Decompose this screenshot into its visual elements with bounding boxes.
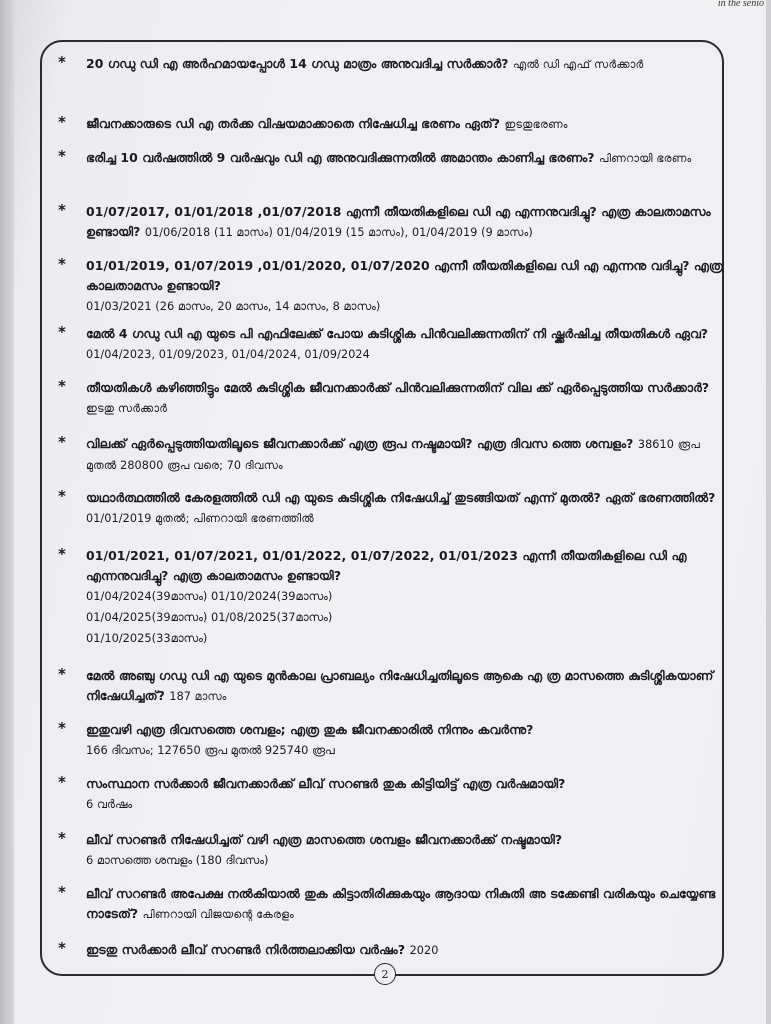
answer: 38610 രൂപ മുതൽ 280800 രൂപ വരെ; 70 ദിവസം: [86, 438, 701, 472]
bullet: *: [58, 545, 66, 563]
page-edge: [0, 0, 14, 1024]
bullet: *: [58, 487, 66, 505]
answer: 01/04/2023, 01/09/2023, 01/04/2024, 01/09/2024: [86, 348, 370, 361]
answer: ഇടതുഭരണം: [504, 118, 568, 131]
bullet: *: [58, 665, 66, 683]
question: ഭരിച്ച 10 വർഷത്തിൽ 9 വർഷവും ഡി എ അനുവദിക്കുന്നതിൽ അമാന്തം കാണിച്ച ഭരണം? പിണറായി ഭരണം: [86, 150, 692, 165]
qa-item-15: [52, 884, 726, 925]
answer: എൽ ഡി എഫ് സർക്കാർ: [512, 58, 644, 71]
qa-item-3: [52, 148, 726, 169]
question: ലീവ് സറണ്ടർ അപേക്ഷ നൽകിയാൽ തുക കിട്ടാതിരിക്കുകയും ആദായ നികുതി അ ടക്കേണ്ടി വരികയും ചെയ്യേണ്ട നാടേത്? പിണറായി വിജയന്റെ കേരളം: [86, 886, 716, 921]
qa-item-10: [52, 546, 726, 649]
bullet: *: [58, 113, 66, 131]
answer: 6 മാസത്തെ ശമ്പളം (180 ദിവസം): [86, 853, 269, 867]
bullet: *: [58, 53, 66, 71]
qa-item-7: [52, 378, 726, 419]
bullet: *: [58, 201, 66, 219]
question: തീയതികൾ കഴിഞ്ഞിട്ടും മേൽ കുടിശ്ശിക ജീവനക്കാർക്ക് പിൻവലിക്കുന്നതിന് വില ക്ക് ഏർപ്പെടുത്തിയ സർക്കാർ? ഇടതു സർക്കാർ: [86, 380, 710, 415]
bullet: *: [58, 433, 66, 451]
answer: 166 ദിവസം; 127650 രൂപ മുതൽ 925740 രൂപ: [86, 743, 335, 757]
question: യഥാർത്ഥത്തിൽ കേരളത്തിൽ ഡി എ യുടെ കുടിശ്ശിക നിഷേധിച്ച് തുടങ്ങിയത് എന്ന് മുതൽ? ഏത് ഭരണത്തിൽ? 01/01/2019 മുതൽ; പിണറായി ഭരണത്തിൽ: [86, 490, 716, 525]
question: 01/07/2017, 01/01/2018 ,01/07/2018 എന്നീ തീയതികളിലെ ഡി എ എന്നനുവദിച്ചു? എത്ര കാലതാമസം ഉണ്ടായി? 01/06/2018 (11 മാസം) 01/04/2019 (15 മാസം), 01/04/2019 (9 മാസം): [86, 204, 711, 239]
qa-item-4: [52, 202, 726, 243]
answer-line: 01/04/2025(39മാസം) 01/08/2025(37മാസം): [86, 610, 333, 624]
qa-item-6: [52, 324, 726, 365]
page-number: 2: [374, 963, 396, 985]
qa-item-8: [52, 434, 726, 476]
question: ഇതുവഴി എത്ര ദിവസത്തെ ശമ്പളം; എത്ര തുക ജീവനക്കാരിൽ നിന്നും കവർന്നു?: [86, 722, 534, 737]
bullet: *: [58, 323, 66, 341]
question: സംസ്ഥാന സർക്കാർ ജീവനക്കാർക്ക് ലീവ് സറണ്ടർ തുക കിട്ടിയിട്ട് എത്ര വർഷമായി?: [86, 776, 566, 791]
bullet: *: [58, 773, 66, 791]
question: ഇടതു സർക്കാർ ലീവ് സറണ്ടർ നിർത്തലാക്കിയ വർഷം? 2020: [86, 942, 439, 957]
next-page-corner-text: in the senio: [717, 0, 764, 9]
answer-line: 01/04/2024(39മാസം) 01/10/2024(39മാസം): [86, 589, 333, 603]
bullet: *: [58, 883, 66, 901]
qa-item-9: [52, 488, 726, 529]
qa-item-2: [52, 114, 726, 135]
bullet: *: [58, 829, 66, 847]
answer: ഇടതു സർക്കാർ: [86, 402, 168, 415]
answer: 187 മാസം: [169, 690, 227, 703]
question: 01/01/2019, 01/07/2019 ,01/01/2020, 01/07/2020 എന്നീ തീയതികളിലെ ഡി എ എന്നനു വദിച്ചു? എത്ര കാലതാമസം ഉണ്ടായി?: [86, 258, 723, 293]
answer-line: 01/10/2025(33മാസം): [86, 631, 208, 645]
qa-item-1: [52, 54, 726, 75]
qa-item-5: [52, 256, 726, 317]
question: മേൽ 4 ഗഡു ഡി എ യുടെ പി എഫിലേക്ക് പോയ കുടിശ്ശിക പിൻവലിക്കുന്നതിന് നി ഷ്ക്കർഷിച്ച തീയതികൾ ഏവ? 01/04/2023, 01/09/2023, 01/04/2024, 01/09/2024: [86, 326, 709, 361]
answer: 01/01/2019 മുതൽ; പിണറായി ഭരണത്തിൽ: [86, 512, 314, 525]
qa-item-13: [52, 774, 726, 815]
bullet: *: [58, 719, 66, 737]
answer: 01/06/2018 (11 മാസം) 01/04/2019 (15 മാസം), 01/04/2019 (9 മാസം): [144, 226, 533, 239]
answer: 01/03/2021 (26 മാസം, 20 മാസം, 14 മാസം, 8 മാസം): [86, 299, 381, 313]
answer: 2020: [409, 944, 439, 957]
answer: പിണറായി വിജയന്റെ കേരളം: [142, 908, 294, 921]
bullet: *: [58, 255, 66, 273]
qa-item-16: [52, 940, 726, 961]
qa-item-12: [52, 720, 726, 761]
question: ലീവ് സറണ്ടർ നിഷേധിച്ചത് വഴി എത്ര മാസത്തെ ശമ്പളം ജീവനക്കാർക്ക് നഷ്ടമായി?: [86, 832, 563, 847]
bullet: *: [58, 147, 66, 165]
qa-item-14: [52, 830, 726, 871]
question: മേൽ അഞ്ചു ഗഡു ഡി എ യുടെ മുൻകാല പ്രാബല്യം നിഷേധിച്ചതിലൂടെ ആകെ എ ത്ര മാസത്തെ കുടിശ്ശികയാണ് നിഷേധിച്ചത്? 187 മാസം: [86, 668, 714, 703]
bullet: *: [58, 939, 66, 957]
question: വിലക്ക് ഏർപ്പെടുത്തിയതിലൂടെ ജീവനക്കാർക്ക് എത്ര രൂപ നഷ്ടമായി? എത്ര ദിവസ ത്തെ ശമ്പളം? 38610 രൂപ മുതൽ 280800 രൂപ വരെ; 70 ദിവസം: [86, 436, 701, 472]
answer: 6 വർഷം: [86, 797, 133, 811]
question: 20 ഗഡു ഡി എ അർഹമായപ്പോൾ 14 ഗഡു മാത്രം അനുവദിച്ച സർക്കാർ? എൽ ഡി എഫ് സർക്കാർ: [86, 56, 644, 71]
qa-item-11: [52, 666, 726, 707]
question: 01/01/2021, 01/07/2021, 01/01/2022, 01/07/2022, 01/01/2023 എന്നീ തീയതികളിലെ ഡി എ എന്നനുവദിച്ചു? എത്ര കാലതാമസം ഉണ്ടായി?: [86, 548, 687, 583]
question: ജീവനക്കാരുടെ ഡി എ തർക്ക വിഷയമാക്കാതെ നിഷേധിച്ച ഭരണം ഏത്? ഇടതുഭരണം: [86, 116, 568, 131]
answer: പിണറായി ഭരണം: [599, 152, 692, 165]
bullet: *: [58, 377, 66, 395]
